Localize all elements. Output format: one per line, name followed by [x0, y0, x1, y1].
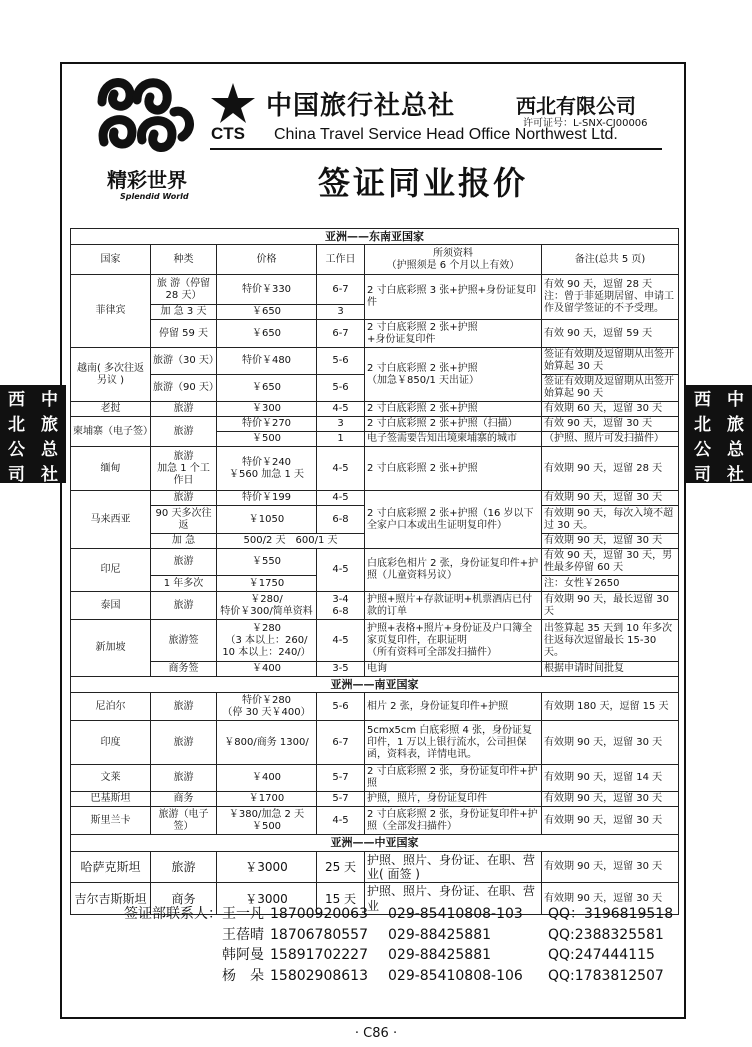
table-row	[71, 792, 679, 807]
country-cell: 哈萨克斯坦	[71, 851, 151, 883]
days-cell: 5-7	[317, 792, 365, 807]
materials-cell: 2 寸白底彩照 2 张+护照（16 岁以下全家户口本或出生证明复印件）	[365, 491, 542, 549]
type-cell: 旅 游（停留 28 天）	[151, 275, 217, 305]
notes-cell: 有效期 180 天，逗留 15 天	[542, 693, 679, 721]
materials-cell: 护照+表格+照片+身份证及户口簿全家页复印件，在职证明 （所有资料可全部发扫描件）	[365, 620, 542, 662]
col-header: 工作日	[317, 245, 365, 275]
side-char: 总	[727, 440, 744, 460]
table-row	[71, 275, 679, 305]
side-char: 公	[8, 440, 25, 460]
price-cell: ￥3000	[217, 851, 317, 883]
license-number: 许可证号：L-SNX-CJ00006	[523, 118, 648, 129]
price-cell: ￥1700	[217, 792, 317, 807]
contact-qq: QQ:247444115	[548, 947, 655, 963]
contact-qq: QQ：3196819518	[548, 906, 674, 922]
page-number: · C86 ·	[354, 1026, 398, 1041]
materials-cell: 2 寸白底彩照 2 张+护照（扫描）	[365, 417, 542, 432]
section-title: 亚洲——南亚国家	[71, 677, 679, 693]
contact-row	[84, 966, 698, 987]
company-name-cn: 中国旅行社总社	[266, 91, 456, 121]
header-row	[71, 245, 679, 275]
col-header: 备注(总共 5 页)	[542, 245, 679, 275]
side-char: 总	[41, 440, 58, 460]
price-cell: 500/2 天 600/1 天	[217, 534, 365, 549]
type-cell: 1 年多次	[151, 576, 217, 592]
section-title: 亚洲——东南亚国家	[71, 229, 679, 245]
side-char: 社	[727, 465, 744, 485]
side-char: 中	[727, 390, 744, 410]
country-cell: 尼泊尔	[71, 693, 151, 721]
table-row	[71, 402, 679, 417]
materials-cell: 电子签需要告知出境柬埔寨的城市	[365, 432, 542, 447]
materials-cell: 电询	[365, 662, 542, 677]
country-cell: 巴基斯坦	[71, 792, 151, 807]
cts-abbr: CTS	[211, 124, 245, 143]
days-cell: 6-8	[317, 506, 365, 534]
price-cell: ￥280 （3 本以上：260/ 10 本以上：240/）	[217, 620, 317, 662]
table-row	[71, 320, 679, 348]
notes-cell: 有效期 90 天，最长逗留 30 天	[542, 592, 679, 620]
type-cell: 商务签	[151, 662, 217, 677]
header	[62, 64, 684, 224]
materials-cell: 2 寸白底彩照 3 张+护照+身份证复印件	[365, 275, 542, 320]
section-title: 亚洲——中亚国家	[71, 835, 679, 851]
side-char: 旅	[727, 415, 744, 435]
side-char: 旅	[41, 415, 58, 435]
side-char: 司	[8, 465, 25, 485]
company-suffix: 西北有限公司	[516, 94, 636, 118]
type-cell: 加 急	[151, 534, 217, 549]
materials-cell: 2 寸白底彩照 2 张+护照	[365, 402, 542, 417]
brand-world-en: Splendid World	[120, 192, 189, 201]
country-cell: 越南( 多次往返另议 )	[71, 348, 151, 402]
materials-cell: 护照，照片，身份证复印件	[365, 792, 542, 807]
type-cell: 旅游	[151, 765, 217, 792]
visa-price-table	[70, 228, 679, 915]
contact-qq: QQ:1783812507	[548, 967, 664, 984]
notes-cell: 有效 90 天，逗留 28 天 注：曾于菲延期居留、申请工作及留学签证的不予受理。	[542, 275, 679, 320]
days-cell: 4-5	[317, 447, 365, 491]
type-cell: 旅游（30 天）	[151, 348, 217, 375]
notes-cell: 签证有效期及逗留期从出签开始算起 90 天	[542, 375, 679, 402]
type-cell: 旅游 加急 1 个工作日	[151, 447, 217, 491]
days-cell: 4-5	[317, 402, 365, 417]
materials-cell: 相片 2 张，身份证复印件+护照	[365, 693, 542, 721]
side-tab-right	[686, 385, 752, 483]
contact-name: 王一凡	[222, 906, 264, 922]
type-cell: 旅游	[151, 721, 217, 765]
price-cell: ￥800/商务 1300/	[217, 721, 317, 765]
price-cell: ￥1750	[217, 576, 317, 592]
contact-mobile: 18706780557	[270, 926, 368, 943]
notes-cell: 有效期 90 天，逗留 14 天	[542, 765, 679, 792]
type-cell: 旅游	[151, 417, 217, 447]
country-cell: 印度	[71, 721, 151, 765]
side-char: 北	[8, 415, 25, 435]
table-row	[71, 549, 679, 576]
contact-tel: 029-85410808-106	[388, 967, 523, 984]
country-cell: 吉尔吉斯斯坦	[71, 883, 151, 915]
contact-tel: 029-88425881	[388, 947, 492, 963]
table-row	[71, 491, 679, 506]
days-cell: 3	[317, 305, 365, 320]
notes-cell: 有效期 90 天，逗留 30 天	[542, 534, 679, 549]
days-cell: 6-7	[317, 320, 365, 348]
days-cell: 3-5	[317, 662, 365, 677]
table-row	[71, 348, 679, 375]
days-cell: 1	[317, 432, 365, 447]
company-name-en: China Travel Service Head Office Northwest Ltd.	[274, 126, 618, 143]
days-cell: 5-6	[317, 348, 365, 375]
contact-mobile: 15891702227	[270, 947, 368, 963]
type-cell: 旅游	[151, 491, 217, 506]
price-cell: 特价￥280 （停 30 天￥400）	[217, 693, 317, 721]
table-row	[71, 662, 679, 677]
materials-cell: 白底彩色相片 2 张，身份证复印件+护照（儿童资料另议）	[365, 549, 542, 592]
notes-cell: 有效 90 天，逗留 59 天	[542, 320, 679, 348]
type-cell: 旅游	[151, 693, 217, 721]
contact-mobile: 18700920063	[270, 906, 368, 922]
type-cell: 90 天多次往返	[151, 506, 217, 534]
materials-cell: 2 寸白底彩照 2 张+护照	[365, 447, 542, 491]
price-cell: ￥400	[217, 662, 317, 677]
type-cell: 商务	[151, 883, 217, 915]
col-header: 价格	[217, 245, 317, 275]
price-cell: 特价￥330	[217, 275, 317, 305]
table-row	[71, 807, 679, 835]
price-cell: ￥500	[217, 432, 317, 447]
section-row	[71, 835, 679, 851]
materials-cell: 2 寸白底彩照 2 张+护照 （加急￥850/1 天出证）	[365, 348, 542, 402]
days-cell: 5-6	[317, 693, 365, 721]
days-cell: 4-5	[317, 549, 365, 592]
side-char: 司	[694, 465, 711, 485]
notes-cell: （护照、照片可发扫描件）	[542, 432, 679, 447]
table-row	[71, 447, 679, 491]
type-cell: 旅游	[151, 851, 217, 883]
contact-mobile: 15802908613	[270, 967, 368, 984]
price-cell: 特价￥240 ￥560 加急 1 天	[217, 447, 317, 491]
notes-cell: 有效期 90 天，逗留 30 天	[542, 491, 679, 506]
contact-row	[84, 925, 698, 946]
side-char: 社	[41, 465, 58, 485]
country-cell: 印尼	[71, 549, 151, 592]
notes-cell: 有效期 90 天，每次入境不超过 30 天。	[542, 506, 679, 534]
notes-cell: 注：女性￥2650	[542, 576, 679, 592]
notes-cell: 有效期 90 天，逗留 30 天	[542, 883, 679, 915]
notes-cell: 有效期 90 天，逗留 30 天	[542, 851, 679, 883]
type-cell: 旅游	[151, 402, 217, 417]
page-frame	[60, 62, 686, 1019]
country-cell: 马来西亚	[71, 491, 151, 549]
table-row	[71, 851, 679, 883]
table-row	[71, 765, 679, 792]
days-cell: 15 天	[317, 883, 365, 915]
materials-cell: 护照、照片、身份证、在职、营业	[365, 883, 542, 915]
country-cell: 文莱	[71, 765, 151, 792]
price-cell: ￥280/ 特价￥300/简单资料	[217, 592, 317, 620]
type-cell: 旅游签	[151, 620, 217, 662]
price-cell: 特价￥199	[217, 491, 317, 506]
type-cell: 旅游	[151, 549, 217, 576]
table-row	[71, 721, 679, 765]
country-cell: 菲律宾	[71, 275, 151, 348]
materials-cell: 护照+照片+存款证明+机票酒店已付款的订单	[365, 592, 542, 620]
col-header: 种类	[151, 245, 217, 275]
price-cell: ￥380/加急 2 天￥500	[217, 807, 317, 835]
splendid-world-logo-icon	[92, 72, 202, 167]
days-cell: 3-4 6-8	[317, 592, 365, 620]
type-cell: 旅游（电子签）	[151, 807, 217, 835]
type-cell: 商务	[151, 792, 217, 807]
price-cell: ￥400	[217, 765, 317, 792]
contact-name: 韩阿曼	[222, 947, 264, 963]
table-row	[71, 592, 679, 620]
days-cell: 6-7	[317, 275, 365, 305]
notes-cell: 有效期 90 天，逗留 30 天	[542, 721, 679, 765]
brand-world-cn: 精彩世界	[107, 168, 187, 192]
notes-cell: 签证有效期及逗留期从出签开始算起 30 天	[542, 348, 679, 375]
col-header: 国家	[71, 245, 151, 275]
contact-row	[84, 904, 698, 925]
days-cell: 5-7	[317, 765, 365, 792]
days-cell: 3	[317, 417, 365, 432]
price-cell: ￥650	[217, 320, 317, 348]
side-char: 中	[41, 390, 58, 410]
days-cell: 5-6	[317, 375, 365, 402]
type-cell: 停留 59 天	[151, 320, 217, 348]
price-cell: 特价￥480	[217, 348, 317, 375]
type-cell: 旅游（90 天）	[151, 375, 217, 402]
notes-cell: 有效期 90 天，逗留 30 天	[542, 807, 679, 835]
price-cell: ￥300	[217, 402, 317, 417]
col-header: 所须资料 （护照须是 6 个月以上有效）	[365, 245, 542, 275]
country-cell: 泰国	[71, 592, 151, 620]
contact-row	[84, 945, 698, 966]
table-row	[71, 620, 679, 662]
country-cell: 柬埔寨（电子签）	[71, 417, 151, 447]
materials-cell: 2 寸白底彩照 2 张，身份证复印件+护照（全部发扫描件）	[365, 807, 542, 835]
type-cell: 旅游	[151, 592, 217, 620]
contacts-label: 签证部联系人：	[124, 906, 222, 922]
materials-cell: 2 寸白底彩照 2 张，身份证复印件+护照	[365, 765, 542, 792]
country-cell: 新加坡	[71, 620, 151, 677]
materials-cell: 5cmx5cm 白底彩照 4 张，身份证复印件，1 万以上银行流水，公司担保函，资料表，详情电讯。	[365, 721, 542, 765]
header-rule	[210, 148, 662, 150]
side-char: 西	[694, 390, 711, 410]
contact-qq: QQ:2388325581	[548, 926, 664, 943]
side-char: 北	[694, 415, 711, 435]
notes-cell: 有效期 90 天，逗留 30 天	[542, 792, 679, 807]
contact-name: 杨 朵	[222, 967, 264, 984]
price-cell: 特价￥270	[217, 417, 317, 432]
price-cell: ￥1050	[217, 506, 317, 534]
contact-tel: 029-85410808-103	[388, 906, 523, 922]
price-cell: ￥550	[217, 549, 317, 576]
materials-cell: 护照、照片、身份证、在职、营业( 面签 )	[365, 851, 542, 883]
notes-cell: 有效 90 天，逗留 30 天	[542, 417, 679, 432]
contacts-block	[84, 904, 698, 986]
notes-cell: 有效期 90 天，逗留 28 天	[542, 447, 679, 491]
country-cell: 斯里兰卡	[71, 807, 151, 835]
contact-tel: 029-88425881	[388, 926, 492, 943]
days-cell: 4-5	[317, 620, 365, 662]
notes-cell: 有效 90 天，逗留 30 天，男性最多停留 60 天	[542, 549, 679, 576]
table-row	[71, 693, 679, 721]
side-char: 公	[694, 440, 711, 460]
table-row	[71, 417, 679, 432]
days-cell: 25 天	[317, 851, 365, 883]
cts-star-icon	[210, 82, 256, 124]
side-tab-left	[0, 385, 66, 483]
section-row	[71, 677, 679, 693]
side-char: 西	[8, 390, 25, 410]
days-cell: 4-5	[317, 807, 365, 835]
days-cell: 6-7	[317, 721, 365, 765]
price-cell: ￥650	[217, 375, 317, 402]
price-cell: ￥650	[217, 305, 317, 320]
notes-cell: 出签算起 35 天到 10 年多次往返每次逗留最长 15-30 天。	[542, 620, 679, 662]
price-cell: ￥3000	[217, 883, 317, 915]
type-cell: 加 急 3 天	[151, 305, 217, 320]
section-row	[71, 229, 679, 245]
days-cell: 4-5	[317, 491, 365, 506]
country-cell: 老挝	[71, 402, 151, 417]
page-title: 签证同业报价	[318, 164, 529, 202]
notes-cell: 有效期 60 天，逗留 30 天	[542, 402, 679, 417]
contact-name: 王蓓晴	[222, 926, 264, 943]
notes-cell: 根据申请时间批复	[542, 662, 679, 677]
materials-cell: 2 寸白底彩照 2 张+护照 +身份证复印件	[365, 320, 542, 348]
country-cell: 缅甸	[71, 447, 151, 491]
